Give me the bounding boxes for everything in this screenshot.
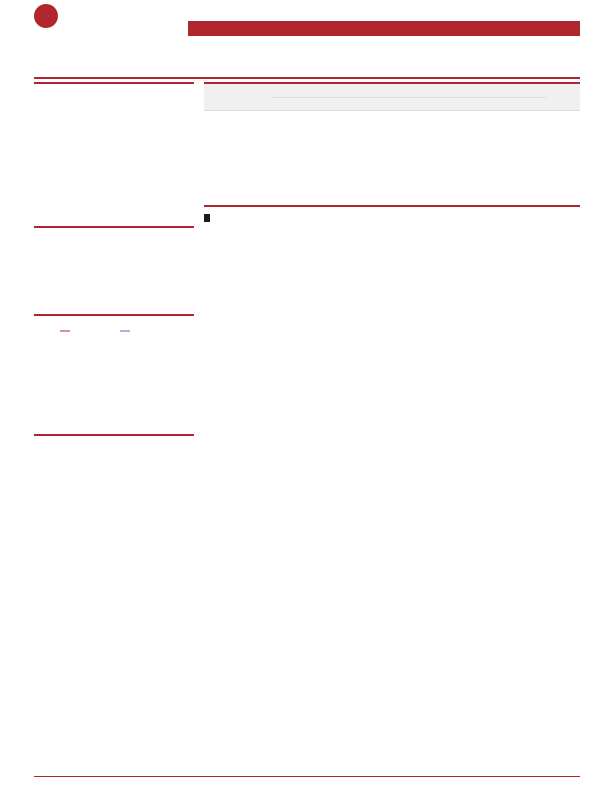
footer-rule <box>34 776 580 777</box>
logo-icon <box>34 4 58 28</box>
company-logo <box>34 4 62 28</box>
trend-chart <box>60 326 192 404</box>
trend-section <box>34 312 194 316</box>
rating-block <box>34 80 194 88</box>
company-table-section <box>204 80 580 114</box>
basic-info <box>34 224 194 231</box>
related-reports <box>34 432 194 438</box>
company-table <box>204 84 580 111</box>
investment-section <box>204 203 580 213</box>
report-banner <box>188 21 580 36</box>
basic-info-title <box>34 224 194 228</box>
rating-label <box>34 80 194 84</box>
trend-title <box>34 312 194 316</box>
reports-title <box>34 432 194 436</box>
section-title <box>204 203 580 207</box>
header-rule <box>34 77 580 79</box>
